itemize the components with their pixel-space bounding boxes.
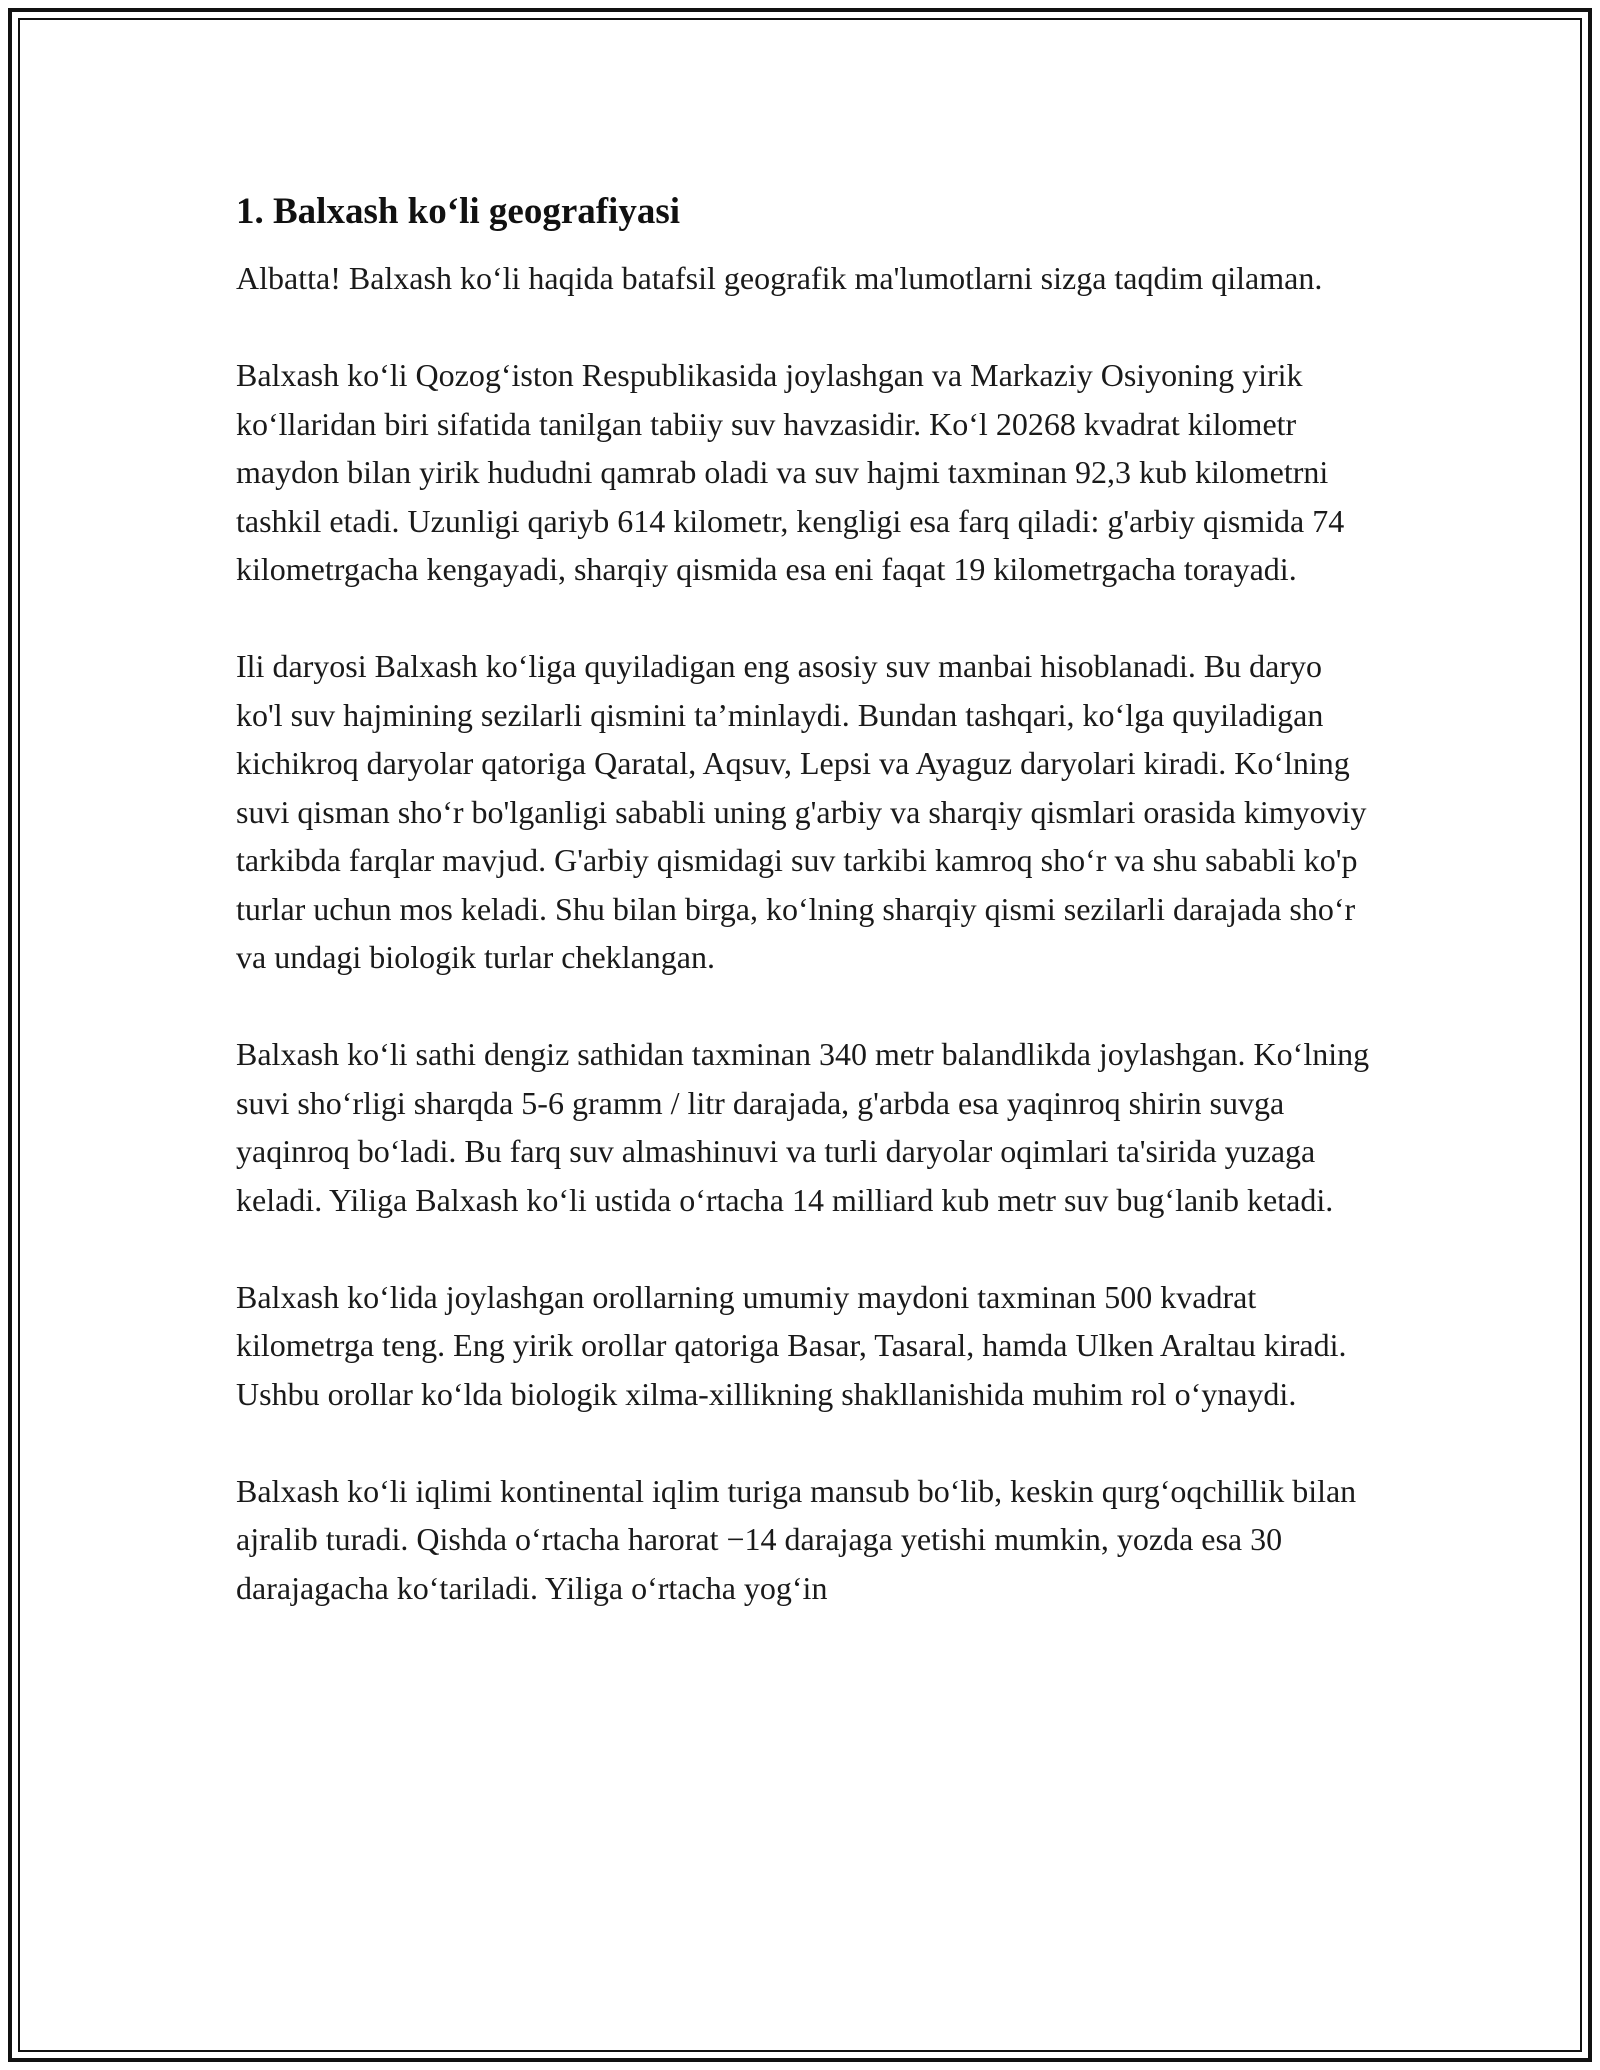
- paragraph-intro: Albatta! Balxash ko‘li haqida batafsil geografik ma'lumotlarni sizga taqdim qilaman.: [236, 260, 1323, 296]
- document-body: [236, 186, 1376, 1661]
- page-title: 1. Balxash ko‘li geografiyasi: [236, 191, 681, 232]
- paragraph-elevation-evaporation: Balxash ko‘li sathi dengiz sathidan taxminan 340 metr balandlikda joylashgan. Ko‘lning suvi sho‘rligi sharqda 5-6 gramm / litr darajada, g'arbda esa yaqinroq shirin suvga yaqinroq bo‘ladi. Bu farq suv almashinuvi va turli daryolar oqimlari ta'sirida yuzaga keladi. Yiliga Balxash ko‘li ustida o‘rtacha 14 milliard kub metr suv bug‘lanib ketadi.: [236, 1036, 1370, 1218]
- paragraph-climate: Balxash ko‘li iqlimi kontinental iqlim turiga mansub bo‘lib, keskin qurg‘oqchillik bilan ajralib turadi. Qishda o‘rtacha harorat −14 darajaga yetishi mumkin, yozda esa 30 darajagacha ko‘tariladi. Yiliga o‘rtacha yog‘in: [236, 1472, 1357, 1606]
- paragraph-location-size: Balxash ko‘li Qozog‘iston Respublikasida joylashgan va Markaziy Osiyoning yirik ko‘llaridan biri sifatida tanilgan tabiiy suv havzasidir. Ko‘l 20268 kvadrat kilometr maydon bilan yirik hududni qamrab oladi va suv hajmi taxminan 92,3 kub kilometrni tashkil etadi. Uzunligi qariyb 614 kilometr, kengligi esa farq qiladi: g'arbiy qismida 74 kilometrgacha kengayadi, sharqiy qismida esa eni faqat 19 kilometrgacha torayadi.: [236, 357, 1345, 587]
- paragraph-rivers-salinity: Ili daryosi Balxash ko‘liga quyiladigan eng asosiy suv manbai hisoblanadi. Bu daryo ko'l suv hajmining sezilarli qismini ta’minlaydi. Bundan tashqari, ko‘lga quyiladigan kichikroq daryolar qatoriga Qaratal, Aqsuv, Lepsi va Ayaguz daryolari kiradi. Ko‘lning suvi qisman sho‘r bo'lganligi sababli uning g'arbiy va sharqiy qismlari orasida kimyoviy tarkibda farqlar mavjud. G'arbiy qismidagi suv tarkibi kamroq sho‘r va shu sababli ko'p turlar uchun mos keladi. Shu bilan birga, ko‘lning sharqiy qismi sezilarli darajada sho‘r va undagi biologik turlar cheklangan.: [236, 648, 1367, 975]
- paragraph-islands: Balxash ko‘lida joylashgan orollarning umumiy maydoni taxminan 500 kvadrat kilometrga teng. Eng yirik orollar qatoriga Basar, Tasaral, hamda Ulken Araltau kiradi. Ushbu orollar ko‘lda biologik xilma-xillikning shakllanishida muhim rol o‘ynaydi.: [236, 1278, 1347, 1412]
